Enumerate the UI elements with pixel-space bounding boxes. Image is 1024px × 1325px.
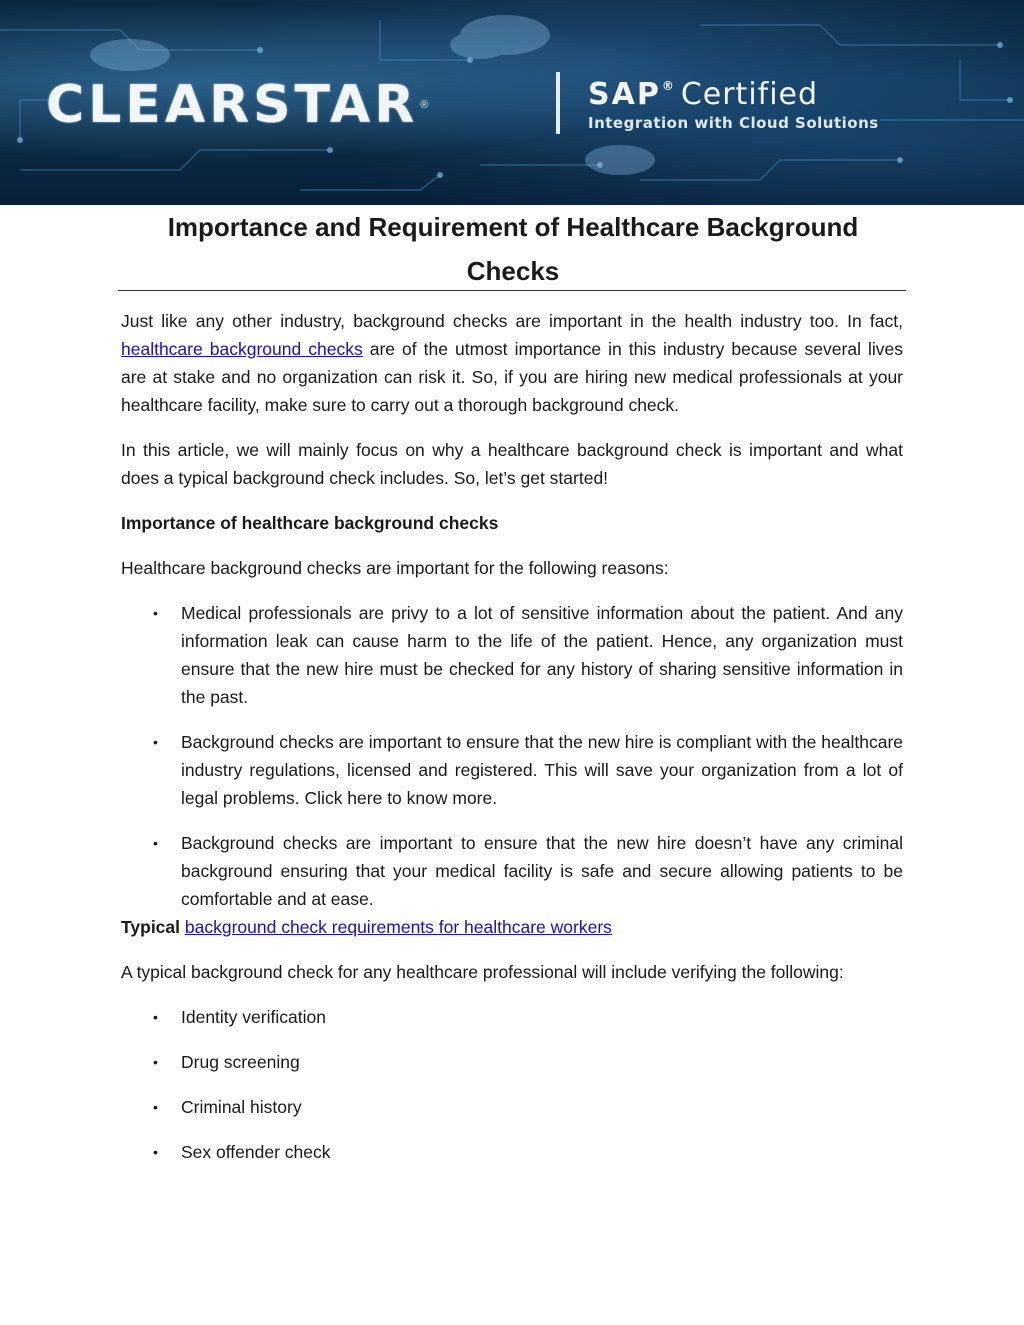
bullet-icon: • — [153, 1054, 158, 1070]
list-item — [121, 728, 903, 812]
title-divider — [118, 290, 906, 291]
sap-subtitle: Integration with Cloud Solutions — [588, 114, 879, 132]
clearstar-logo — [46, 70, 428, 140]
focus-paragraph: In this article, we will mainly focus on why a healthcare background check is important and what does a typical background check includes. So, let’s get started! — [121, 440, 903, 488]
checks-list — [121, 1003, 903, 1166]
list-item — [121, 829, 903, 913]
list-item — [121, 1003, 903, 1031]
reason-text: Medical professionals are privy to a lot of sensitive information about the patient. And any information leak can cause harm to the life of the patient. Hence, any organization must ensure that the new hire must be checked for any history of sharing sensitive information in the past. — [181, 603, 903, 707]
check-text: Criminal history — [181, 1097, 302, 1117]
bullet-icon: • — [153, 734, 158, 750]
bullet-icon: • — [153, 1099, 158, 1115]
list-item — [121, 1048, 903, 1076]
intro-paragraph — [121, 307, 903, 419]
header-banner — [0, 0, 1024, 205]
check-text: Identity verification — [181, 1007, 326, 1027]
reasons-intro: Healthcare background checks are important for the following reasons: — [121, 558, 669, 578]
typical-intro: A typical background check for any healthcare professional will include verifying the following: — [121, 962, 844, 982]
reasons-list — [121, 599, 903, 913]
bullet-icon: • — [153, 1144, 158, 1160]
article-body — [121, 307, 903, 1183]
typical-heading-bold: Typical — [121, 917, 181, 937]
certified-word: Certified — [680, 77, 819, 112]
page-title: Importance and Requirement of Healthcare Background Checks — [167, 212, 859, 286]
bullet-icon: • — [153, 605, 158, 621]
registered-mark: ® — [420, 99, 429, 111]
sap-word: SAP — [588, 77, 661, 112]
sap-registered-mark: ® — [661, 79, 675, 93]
logo-divider — [556, 72, 560, 134]
reason-text: Background checks are important to ensure that the new hire is compliant with the healthcare industry regulations, licensed and registered. This will save your organization from a lot of legal problems. Click here to know more. — [181, 732, 903, 808]
sap-certified-badge — [588, 77, 879, 132]
list-item — [121, 599, 903, 711]
check-text: Sex offender check — [181, 1142, 331, 1162]
reason-text: Background checks are important to ensure that the new hire doesn’t have any criminal background ensuring that your medical facility is safe and secure allowing patients to be comfortable and at ease. — [181, 833, 903, 909]
sap-certified-title — [588, 77, 879, 112]
intro-text-before-link: Just like any other industry, background checks are important in the health industry too. In fact, — [121, 311, 903, 331]
typical-heading — [121, 913, 903, 941]
healthcare-background-checks-link[interactable]: healthcare background checks — [121, 339, 363, 359]
list-item — [121, 1093, 903, 1121]
intro-text-after-link: are of the utmost importance in this industry because several lives are at stake and no organization can risk it. So, if you are hiring new medical professionals at your healthcare facility, make sure to carry out a thorough background check. — [121, 339, 903, 415]
list-item — [121, 1138, 903, 1166]
importance-heading: Importance of healthcare background checks — [121, 513, 499, 533]
bullet-icon: • — [153, 835, 158, 851]
requirements-link[interactable]: background check requirements for healthcare workers — [184, 917, 612, 937]
bullet-icon: • — [153, 1009, 158, 1025]
check-text: Drug screening — [181, 1052, 300, 1072]
clearstar-logo-text: CLEARSTAR — [46, 75, 419, 135]
